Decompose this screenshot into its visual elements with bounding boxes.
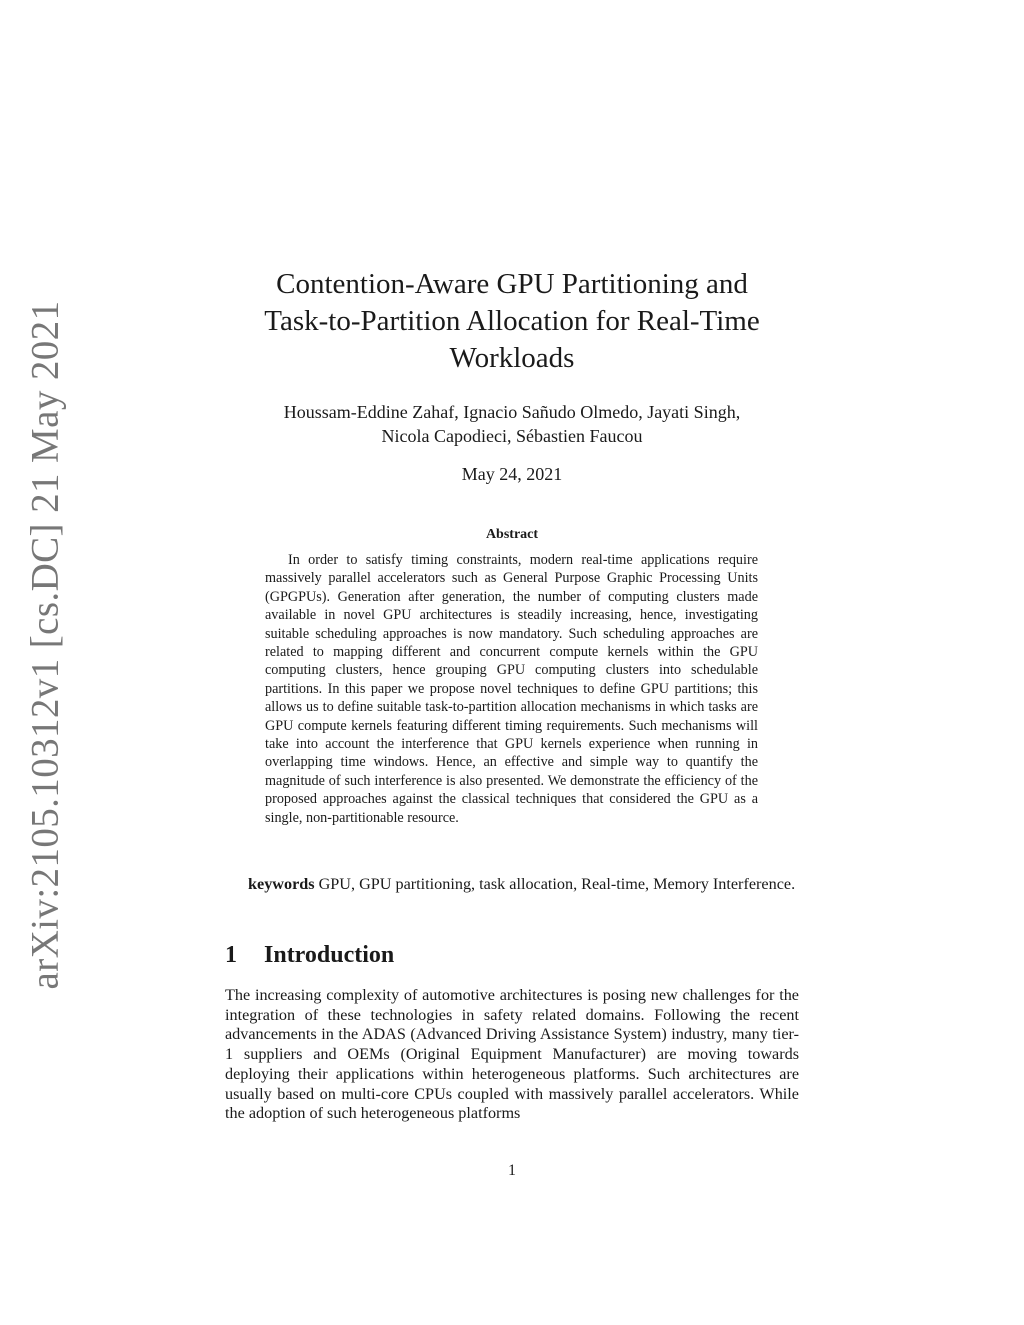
page-number: 1 <box>508 1162 516 1179</box>
publication-date: May 24, 2021 <box>461 464 563 484</box>
paper-title <box>212 266 812 377</box>
keywords-paragraph <box>225 874 799 895</box>
abstract-heading: Abstract <box>485 527 539 542</box>
author-line: Houssam-Eddine Zahaf, Ignacio Sañudo Olmedo, Jayati Singh, <box>283 402 741 422</box>
title-line: Task-to-Partition Allocation for Real-Time <box>264 305 760 337</box>
author-line: Nicola Capodieci, Sébastien Faucou <box>381 426 643 446</box>
title-line: Workloads <box>449 342 575 374</box>
keywords-text: GPU, GPU partitioning, task allocation, Real-time, Memory Interference. <box>314 875 796 893</box>
author-list <box>212 400 812 448</box>
keywords-label: keywords <box>248 875 315 893</box>
arxiv-identifier-sidebar: arXiv:2105.10312v1 [cs.DC] 21 May 2021 <box>23 300 67 990</box>
introduction-paragraph: The increasing complexity of automotive architectures is posing new challenges for the integration of these technologies in safety related domains. Following the recent advancements in the ADAS (Advanced Driving Assistance System) industry, many tier-1 suppliers and OEMs (Original Equipment Manufacturer) are moving towards deploying their applications within heterogeneous platforms. Such architectures are usually based on multi-core CPUs coupled with massively parallel accelerators. While the adoption of such heterogeneous platforms <box>225 986 799 1123</box>
title-line: Contention-Aware GPU Partitioning and <box>276 268 748 300</box>
section-title: Introduction <box>264 942 395 968</box>
section-heading <box>225 940 394 970</box>
abstract-text: In order to satisfy timing constraints, modern real-time applications require massively parallel accelerators such as General Purpose Graphic Processing Units (GPGPUs). Generation after generation, the number of computing clusters made available in novel GPU architectures is steadily increasing, hence, investigating suitable scheduling approaches is now mandatory. Such scheduling approaches are related to mapping different and concurrent compute kernels within the GPU computing clusters, hence grouping GPU computing clusters into schedulable partitions. In this paper we propose novel techniques to define GPU partitions; this allows us to define suitable task-to-partition allocation mechanisms in which tasks are GPU compute kernels featuring different timing requirements. Such mechanisms will take into account the interference that GPU kernels experience when running in overlapping time windows. Hence, an effective and simple way to quantify the magnitude of such interference is also presented. We demonstrate the efficiency of the proposed approaches against the classical techniques that considered the GPU as a single, non-partitionable resource. <box>265 552 758 826</box>
section-number: 1 <box>225 942 237 968</box>
